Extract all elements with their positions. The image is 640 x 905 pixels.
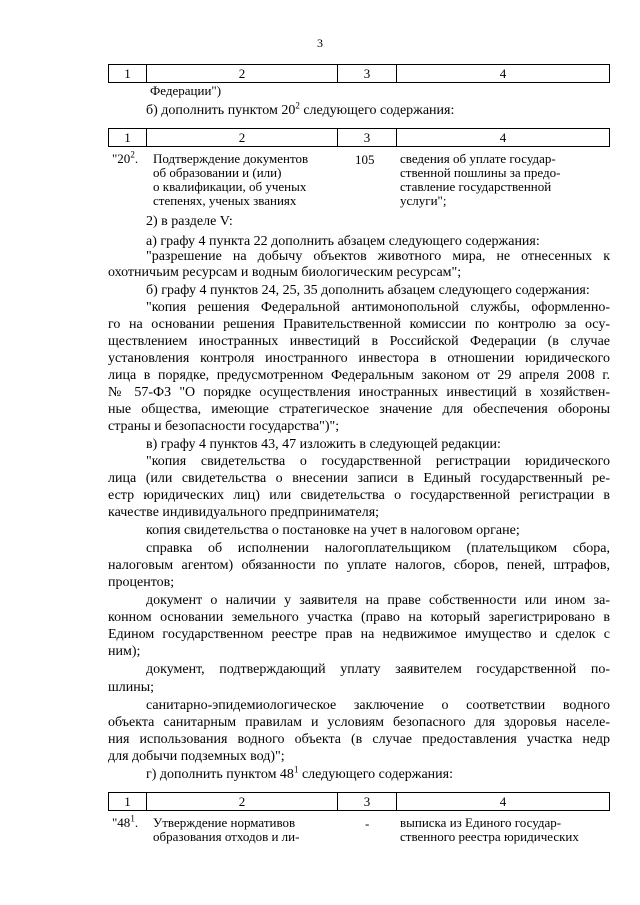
header-cell: 3 [338, 129, 397, 147]
header-cell: 1 [109, 793, 147, 811]
text-line: а) графу 4 пункта 22 дополнить абзацем следующего содержания: [146, 234, 540, 249]
text-line: установления контроля иностранного инвестора в отношении юридического [108, 351, 610, 366]
row-48-1-col4: выписка из Единого государ- ственного реестра юридических [400, 815, 579, 844]
header-cell: 2 [147, 129, 338, 147]
header-cell: 1 [109, 65, 147, 83]
text-line: процентов; [108, 575, 175, 590]
header-cell: 1 [109, 129, 147, 147]
header-cell: 3 [338, 793, 397, 811]
text-line: "разрешение на добычу объектов животного мира, не отнесенных к [146, 249, 610, 264]
row-number: "$48^1$. [112, 813, 139, 830]
text-line: ним); [108, 644, 141, 659]
header-cell: 2 [147, 65, 338, 83]
continuation-text: Федерации") [150, 83, 222, 98]
table-header-1 [108, 64, 610, 83]
table-header-2 [108, 128, 610, 147]
row-20-2-col2: Подтверждение документов об образовании и (или) о квалификации, об ученых степенях, ученых званиях [153, 151, 309, 208]
text-line: ные общества, имеющие стратегическое значение для обеспечения обороны [108, 402, 610, 417]
text-line: лица в порядке, предусмотренном Федеральным законом от 29 апреля 2008 г. [108, 368, 610, 383]
text-line: естр юридических лиц) или свидетельства о государственной регистрации в [108, 488, 610, 503]
table-header-3 [108, 792, 610, 811]
header-cell: 4 [397, 65, 610, 83]
text-line: в) графу 4 пунктов 43, 47 изложить в следующей редакции: [146, 437, 501, 452]
row-48-1-col2: Утверждение нормативов образования отходов и ли- [153, 815, 300, 844]
text-line: копия свидетельства о постановке на учет в налоговом органе; [146, 523, 520, 538]
row-20-2-col4: сведения об уплате государ- ственной пошлины за предо- ставление государственной услуги"; [400, 151, 561, 208]
text-line: "копия свидетельства о государственной регистрации юридического [146, 454, 610, 469]
text-line: справка об исполнении налогоплательщиком (плательщиком сбора, [146, 541, 610, 556]
header-cell: 4 [397, 129, 610, 147]
text-line: № 57-ФЗ "О порядке осуществления иностранных инвестиций в хозяйствен- [108, 385, 610, 400]
text-line: качестве индивидуального предпринимателя; [108, 505, 380, 520]
text-line: для добычи подземных вод)"; [108, 749, 285, 764]
text-line: ния использования водного объекта (в случае предоставления участка недр [108, 732, 610, 747]
text-line: охотничьим ресурсам и водным биологическим ресурсам"; [108, 265, 462, 280]
header-cell: 4 [397, 793, 610, 811]
row-48-1-col3: - [365, 816, 370, 831]
text-line: б) графу 4 пунктов 24, 25, 35 дополнить абзацем следующего содержания: [146, 283, 590, 298]
text-line: ществлением иностранных инвестиций в Российской Федерации (в случае [108, 334, 610, 349]
header-cell: 3 [338, 65, 397, 83]
page-number: 3 [317, 36, 323, 50]
text-line: Едином государственном реестре прав на недвижимое имущество и сделок с [108, 627, 610, 642]
text-line: го на основании решения Правительственной комиссии по контролю за осу- [108, 317, 610, 332]
row-20-2-col3: 105 [355, 152, 375, 167]
text-line: конном основании земельного участка (право на который зарегистрировано в [108, 610, 610, 625]
text-line: 2) в разделе V: [146, 214, 233, 229]
text-line: страны и безопасности государства")"; [108, 419, 340, 434]
text-line: шлины; [108, 680, 155, 695]
text-line: санитарно-эпидемиологическое заключение о соответствии водного [146, 698, 610, 713]
text-line: объекта санитарным правилам и условиям безопасного для здоровья населе- [108, 715, 610, 730]
text-line: налоговым агентом) обязанности по уплате налогов, сборов, пеней, штрафов, [108, 558, 610, 573]
text-line: лица (или свидетельства о внесении записи в Единый государственный ре- [108, 471, 610, 486]
row-number: "$20^2$. [112, 149, 139, 166]
header-cell: 2 [147, 793, 338, 811]
text-line: документ о наличии у заявителя на праве собственности или ином за- [146, 593, 610, 608]
item-g: г) дополнить пунктом $48^1$ следующего содержания: [146, 764, 453, 782]
item-b: б) дополнить пунктом $20^2$ следующего содержания: [146, 100, 455, 118]
text-line: документ, подтверждающий уплату заявителем государственной по- [146, 662, 610, 677]
text-line: "копия решения Федеральной антимонопольной службы, оформленно- [146, 300, 610, 315]
